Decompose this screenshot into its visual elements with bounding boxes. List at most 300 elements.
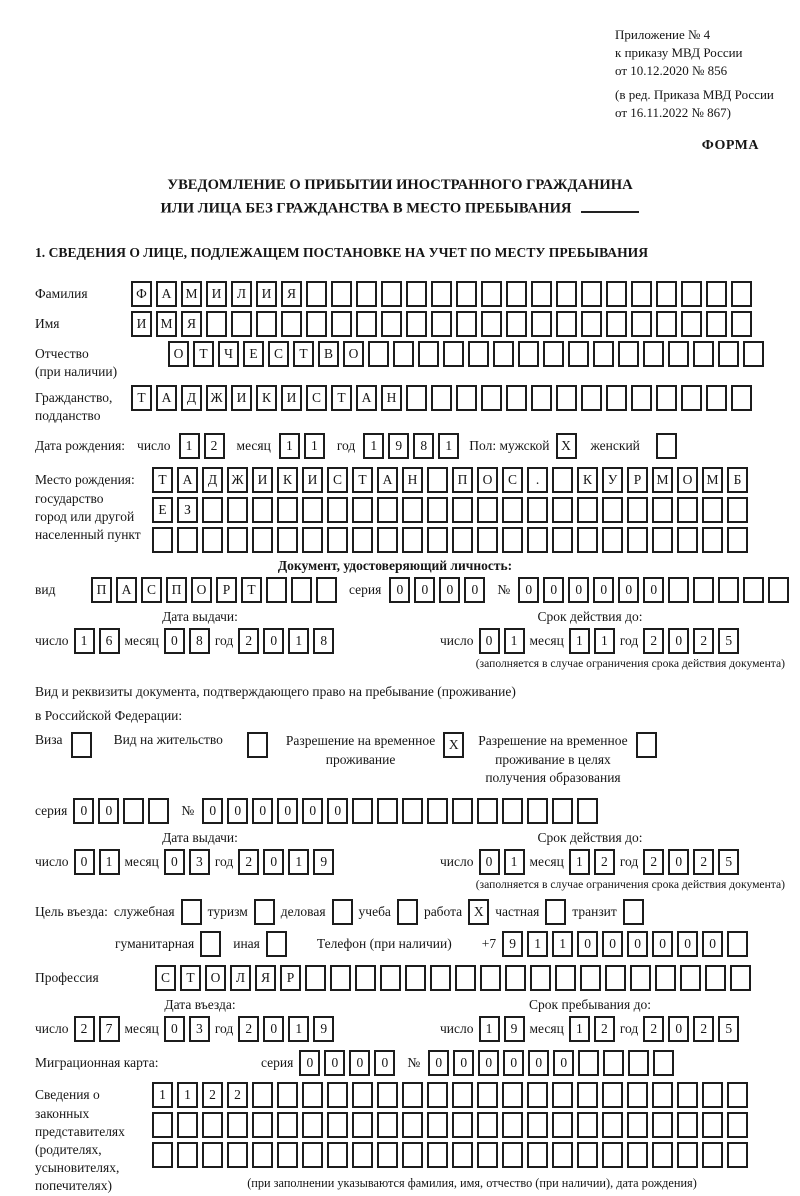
form-cell[interactable] (552, 467, 573, 493)
form-cell[interactable]: Н (381, 385, 402, 411)
form-cell[interactable]: С (502, 467, 523, 493)
form-cell[interactable] (631, 311, 652, 337)
form-cell[interactable]: О (477, 467, 498, 493)
form-cell[interactable]: И (302, 467, 323, 493)
form-cell[interactable] (377, 497, 398, 523)
form-cell[interactable]: Д (181, 385, 202, 411)
form-cell[interactable] (627, 1142, 648, 1168)
form-cell[interactable] (481, 281, 502, 307)
purpose-study-checkbox[interactable] (397, 899, 418, 925)
form-cell[interactable] (627, 1112, 648, 1138)
form-cell[interactable]: 1 (552, 931, 573, 957)
form-cell[interactable]: М (702, 467, 723, 493)
form-cell[interactable] (502, 1082, 523, 1108)
purpose-humanitarian-checkbox[interactable] (200, 931, 221, 957)
form-cell[interactable] (581, 385, 602, 411)
form-cell[interactable]: 0 (453, 1050, 474, 1076)
form-cell[interactable] (377, 1142, 398, 1168)
form-cell[interactable]: 3 (189, 1016, 210, 1042)
form-cell[interactable]: 2 (202, 1082, 223, 1108)
form-cell[interactable] (402, 1082, 423, 1108)
form-cell[interactable] (148, 798, 169, 824)
form-cell[interactable] (502, 1142, 523, 1168)
form-cell[interactable] (452, 1112, 473, 1138)
form-cell[interactable]: 0 (252, 798, 273, 824)
form-cell[interactable] (302, 1112, 323, 1138)
form-cell[interactable]: 0 (439, 577, 460, 603)
form-cell[interactable] (356, 281, 377, 307)
form-cell[interactable] (477, 1142, 498, 1168)
form-cell[interactable] (502, 497, 523, 523)
form-cell[interactable] (123, 798, 144, 824)
form-cell[interactable] (477, 527, 498, 553)
form-cell[interactable] (452, 1082, 473, 1108)
purpose-official-checkbox[interactable] (181, 899, 202, 925)
form-cell[interactable] (493, 341, 514, 367)
form-cell[interactable] (743, 577, 764, 603)
form-cell[interactable] (202, 497, 223, 523)
form-cell[interactable] (427, 497, 448, 523)
form-cell[interactable]: И (131, 311, 152, 337)
form-cell[interactable]: Ч (218, 341, 239, 367)
form-cell[interactable] (727, 931, 748, 957)
form-cell[interactable]: Т (180, 965, 201, 991)
form-cell[interactable] (656, 385, 677, 411)
form-cell[interactable] (531, 311, 552, 337)
form-cell[interactable]: А (177, 467, 198, 493)
form-cell[interactable] (452, 798, 473, 824)
form-cell[interactable] (352, 1112, 373, 1138)
form-cell[interactable]: 1 (177, 1082, 198, 1108)
form-cell[interactable]: 2 (693, 628, 714, 654)
form-cell[interactable] (256, 311, 277, 337)
form-cell[interactable] (602, 497, 623, 523)
form-cell[interactable]: З (177, 497, 198, 523)
form-cell[interactable]: 0 (263, 1016, 284, 1042)
form-cell[interactable] (331, 311, 352, 337)
visa-checkbox[interactable] (71, 732, 92, 758)
form-cell[interactable] (227, 1142, 248, 1168)
form-cell[interactable] (227, 1112, 248, 1138)
form-cell[interactable] (731, 281, 752, 307)
form-cell[interactable] (452, 1142, 473, 1168)
form-cell[interactable] (352, 1082, 373, 1108)
form-cell[interactable] (693, 577, 714, 603)
form-cell[interactable]: 0 (602, 931, 623, 957)
form-cell[interactable]: 1 (152, 1082, 173, 1108)
form-cell[interactable] (577, 1112, 598, 1138)
form-cell[interactable] (602, 1142, 623, 1168)
form-cell[interactable]: 0 (553, 1050, 574, 1076)
form-cell[interactable]: 0 (577, 931, 598, 957)
form-cell[interactable] (377, 527, 398, 553)
form-cell[interactable] (768, 577, 789, 603)
form-cell[interactable] (631, 385, 652, 411)
form-cell[interactable] (202, 1142, 223, 1168)
form-cell[interactable] (527, 1112, 548, 1138)
form-cell[interactable] (477, 798, 498, 824)
form-cell[interactable] (352, 497, 373, 523)
form-cell[interactable] (380, 965, 401, 991)
form-cell[interactable] (606, 311, 627, 337)
form-cell[interactable] (177, 1142, 198, 1168)
form-cell[interactable] (352, 527, 373, 553)
form-cell[interactable] (577, 527, 598, 553)
form-cell[interactable] (506, 385, 527, 411)
form-cell[interactable] (502, 527, 523, 553)
form-cell[interactable]: 0 (324, 1050, 345, 1076)
form-cell[interactable]: 5 (718, 1016, 739, 1042)
form-cell[interactable]: И (231, 385, 252, 411)
form-cell[interactable] (602, 527, 623, 553)
form-cell[interactable] (502, 798, 523, 824)
form-cell[interactable]: Д (202, 467, 223, 493)
form-cell[interactable]: 0 (227, 798, 248, 824)
form-cell[interactable]: 2 (238, 849, 259, 875)
purpose-private-checkbox[interactable] (545, 899, 566, 925)
purpose-work-checkbox[interactable]: X (468, 899, 489, 925)
form-cell[interactable]: 1 (288, 628, 309, 654)
form-cell[interactable] (552, 798, 573, 824)
form-cell[interactable] (706, 311, 727, 337)
form-cell[interactable]: М (652, 467, 673, 493)
form-cell[interactable] (743, 341, 764, 367)
form-cell[interactable] (377, 798, 398, 824)
form-cell[interactable]: 0 (164, 628, 185, 654)
form-cell[interactable]: 2 (74, 1016, 95, 1042)
form-cell[interactable] (277, 1112, 298, 1138)
form-cell[interactable] (502, 1112, 523, 1138)
form-cell[interactable]: А (356, 385, 377, 411)
form-cell[interactable] (202, 527, 223, 553)
form-cell[interactable]: 9 (313, 849, 334, 875)
form-cell[interactable]: 2 (693, 849, 714, 875)
form-cell[interactable] (652, 527, 673, 553)
form-cell[interactable]: Н (402, 467, 423, 493)
form-cell[interactable]: Ж (206, 385, 227, 411)
form-cell[interactable] (652, 1112, 673, 1138)
form-cell[interactable] (352, 1142, 373, 1168)
form-cell[interactable] (443, 341, 464, 367)
form-cell[interactable] (627, 527, 648, 553)
form-cell[interactable] (630, 965, 651, 991)
form-cell[interactable]: 1 (288, 849, 309, 875)
purpose-business-checkbox[interactable] (332, 899, 353, 925)
form-cell[interactable] (605, 965, 626, 991)
form-cell[interactable] (477, 1112, 498, 1138)
form-cell[interactable]: 5 (718, 849, 739, 875)
form-cell[interactable] (281, 311, 302, 337)
form-cell[interactable] (606, 281, 627, 307)
form-cell[interactable] (552, 527, 573, 553)
form-cell[interactable]: И (252, 467, 273, 493)
form-cell[interactable] (602, 1112, 623, 1138)
form-cell[interactable] (302, 1142, 323, 1168)
form-cell[interactable]: И (206, 281, 227, 307)
form-cell[interactable]: Е (243, 341, 264, 367)
form-cell[interactable]: С (306, 385, 327, 411)
form-cell[interactable]: О (191, 577, 212, 603)
form-cell[interactable] (527, 1142, 548, 1168)
form-cell[interactable]: 0 (668, 1016, 689, 1042)
form-cell[interactable] (702, 497, 723, 523)
form-cell[interactable] (577, 1082, 598, 1108)
form-cell[interactable]: Т (193, 341, 214, 367)
form-cell[interactable]: И (256, 281, 277, 307)
form-cell[interactable] (727, 1082, 748, 1108)
form-cell[interactable] (518, 341, 539, 367)
form-cell[interactable]: 0 (652, 931, 673, 957)
form-cell[interactable]: О (343, 341, 364, 367)
form-cell[interactable] (231, 311, 252, 337)
form-cell[interactable] (705, 965, 726, 991)
form-cell[interactable] (277, 1142, 298, 1168)
form-cell[interactable]: Р (216, 577, 237, 603)
form-cell[interactable]: П (91, 577, 112, 603)
form-cell[interactable] (568, 341, 589, 367)
form-cell[interactable] (718, 341, 739, 367)
form-cell[interactable]: П (166, 577, 187, 603)
form-cell[interactable]: 3 (189, 849, 210, 875)
purpose-other-checkbox[interactable] (266, 931, 287, 957)
form-cell[interactable] (277, 497, 298, 523)
form-cell[interactable] (227, 497, 248, 523)
form-cell[interactable]: 1 (438, 433, 459, 459)
form-cell[interactable] (702, 1142, 723, 1168)
form-cell[interactable]: Ж (227, 467, 248, 493)
form-cell[interactable]: Р (280, 965, 301, 991)
form-cell[interactable]: 9 (388, 433, 409, 459)
form-cell[interactable]: 2 (643, 1016, 664, 1042)
residence-permit-checkbox[interactable] (247, 732, 268, 758)
form-cell[interactable]: 0 (299, 1050, 320, 1076)
form-cell[interactable] (653, 1050, 674, 1076)
form-cell[interactable] (677, 497, 698, 523)
form-cell[interactable] (552, 497, 573, 523)
form-cell[interactable] (556, 311, 577, 337)
form-cell[interactable] (506, 311, 527, 337)
form-cell[interactable] (677, 1142, 698, 1168)
form-cell[interactable] (681, 311, 702, 337)
form-cell[interactable] (578, 1050, 599, 1076)
form-cell[interactable] (277, 527, 298, 553)
form-cell[interactable]: 1 (304, 433, 325, 459)
form-cell[interactable] (655, 965, 676, 991)
form-cell[interactable]: 0 (543, 577, 564, 603)
form-cell[interactable] (727, 1112, 748, 1138)
form-cell[interactable] (727, 497, 748, 523)
purpose-tourism-checkbox[interactable] (254, 899, 275, 925)
form-cell[interactable] (456, 385, 477, 411)
form-cell[interactable]: 0 (668, 628, 689, 654)
form-cell[interactable] (727, 527, 748, 553)
form-cell[interactable]: Я (281, 281, 302, 307)
form-cell[interactable] (577, 1142, 598, 1168)
form-cell[interactable] (681, 281, 702, 307)
form-cell[interactable]: 0 (503, 1050, 524, 1076)
form-cell[interactable] (505, 965, 526, 991)
form-cell[interactable] (306, 311, 327, 337)
form-cell[interactable]: 0 (277, 798, 298, 824)
form-cell[interactable] (431, 311, 452, 337)
form-cell[interactable]: 8 (313, 628, 334, 654)
form-cell[interactable]: 1 (504, 849, 525, 875)
form-cell[interactable] (418, 341, 439, 367)
form-cell[interactable]: 1 (504, 628, 525, 654)
form-cell[interactable]: 0 (202, 798, 223, 824)
form-cell[interactable]: К (577, 467, 598, 493)
form-cell[interactable]: Т (152, 467, 173, 493)
form-cell[interactable] (627, 497, 648, 523)
form-cell[interactable]: 2 (594, 1016, 615, 1042)
form-cell[interactable] (431, 281, 452, 307)
form-cell[interactable] (402, 798, 423, 824)
form-cell[interactable]: 1 (179, 433, 200, 459)
form-cell[interactable] (702, 1112, 723, 1138)
form-cell[interactable]: 1 (594, 628, 615, 654)
form-cell[interactable]: А (377, 467, 398, 493)
form-cell[interactable] (668, 341, 689, 367)
rvp-checkbox[interactable]: X (443, 732, 464, 758)
form-cell[interactable]: 0 (618, 577, 639, 603)
form-cell[interactable] (580, 965, 601, 991)
form-cell[interactable]: 0 (428, 1050, 449, 1076)
form-cell[interactable] (327, 1082, 348, 1108)
form-cell[interactable]: А (156, 281, 177, 307)
form-cell[interactable] (581, 281, 602, 307)
form-cell[interactable] (202, 1112, 223, 1138)
form-cell[interactable] (377, 1112, 398, 1138)
form-cell[interactable] (252, 1142, 273, 1168)
form-cell[interactable] (452, 527, 473, 553)
form-cell[interactable] (581, 311, 602, 337)
form-cell[interactable] (730, 965, 751, 991)
form-cell[interactable] (577, 497, 598, 523)
form-cell[interactable] (602, 1082, 623, 1108)
form-cell[interactable] (152, 1112, 173, 1138)
form-cell[interactable] (316, 577, 337, 603)
form-cell[interactable]: 2 (238, 1016, 259, 1042)
form-cell[interactable] (618, 341, 639, 367)
form-cell[interactable]: 0 (302, 798, 323, 824)
form-cell[interactable] (706, 281, 727, 307)
form-cell[interactable]: 0 (478, 1050, 499, 1076)
form-cell[interactable] (152, 1142, 173, 1168)
form-cell[interactable]: 0 (528, 1050, 549, 1076)
form-cell[interactable] (556, 385, 577, 411)
form-cell[interactable]: 9 (313, 1016, 334, 1042)
form-cell[interactable]: С (155, 965, 176, 991)
form-cell[interactable]: С (268, 341, 289, 367)
form-cell[interactable]: Т (131, 385, 152, 411)
form-cell[interactable]: 0 (327, 798, 348, 824)
form-cell[interactable] (456, 311, 477, 337)
form-cell[interactable] (530, 965, 551, 991)
form-cell[interactable] (405, 965, 426, 991)
form-cell[interactable]: 8 (413, 433, 434, 459)
form-cell[interactable]: А (156, 385, 177, 411)
form-cell[interactable] (593, 341, 614, 367)
form-cell[interactable]: 9 (504, 1016, 525, 1042)
form-cell[interactable]: О (205, 965, 226, 991)
form-cell[interactable] (393, 341, 414, 367)
form-cell[interactable]: 0 (389, 577, 410, 603)
form-cell[interactable] (302, 497, 323, 523)
form-cell[interactable]: 2 (204, 433, 225, 459)
form-cell[interactable] (406, 311, 427, 337)
form-cell[interactable] (680, 965, 701, 991)
form-cell[interactable] (531, 385, 552, 411)
form-cell[interactable]: 0 (464, 577, 485, 603)
form-cell[interactable] (430, 965, 451, 991)
form-cell[interactable]: 0 (593, 577, 614, 603)
form-cell[interactable]: М (181, 281, 202, 307)
form-cell[interactable] (227, 527, 248, 553)
form-cell[interactable]: Б (727, 467, 748, 493)
form-cell[interactable] (656, 281, 677, 307)
form-cell[interactable]: 1 (279, 433, 300, 459)
form-cell[interactable]: А (116, 577, 137, 603)
form-cell[interactable] (377, 1082, 398, 1108)
form-cell[interactable]: 2 (594, 849, 615, 875)
form-cell[interactable] (277, 1082, 298, 1108)
form-cell[interactable]: К (277, 467, 298, 493)
form-cell[interactable]: Т (352, 467, 373, 493)
form-cell[interactable]: 1 (479, 1016, 500, 1042)
form-cell[interactable] (330, 965, 351, 991)
form-cell[interactable]: 0 (414, 577, 435, 603)
form-cell[interactable]: К (256, 385, 277, 411)
form-cell[interactable]: 0 (164, 1016, 185, 1042)
form-cell[interactable] (305, 965, 326, 991)
form-cell[interactable] (152, 527, 173, 553)
form-cell[interactable]: 0 (568, 577, 589, 603)
form-cell[interactable] (327, 497, 348, 523)
form-cell[interactable] (252, 497, 273, 523)
form-cell[interactable]: 8 (189, 628, 210, 654)
form-cell[interactable] (368, 341, 389, 367)
form-cell[interactable] (531, 281, 552, 307)
form-cell[interactable] (427, 1112, 448, 1138)
form-cell[interactable]: 0 (643, 577, 664, 603)
form-cell[interactable] (652, 1082, 673, 1108)
form-cell[interactable] (252, 527, 273, 553)
form-cell[interactable]: 2 (643, 628, 664, 654)
form-cell[interactable]: 0 (518, 577, 539, 603)
form-cell[interactable] (543, 341, 564, 367)
form-cell[interactable] (206, 311, 227, 337)
form-cell[interactable]: П (452, 467, 473, 493)
form-cell[interactable] (527, 1082, 548, 1108)
form-cell[interactable] (427, 467, 448, 493)
form-cell[interactable]: 1 (569, 628, 590, 654)
form-cell[interactable] (706, 385, 727, 411)
form-cell[interactable]: 6 (99, 628, 120, 654)
form-cell[interactable]: С (327, 467, 348, 493)
form-cell[interactable] (727, 1142, 748, 1168)
form-cell[interactable] (327, 1112, 348, 1138)
form-cell[interactable] (352, 798, 373, 824)
form-cell[interactable]: И (281, 385, 302, 411)
form-cell[interactable]: . (527, 467, 548, 493)
form-cell[interactable] (306, 281, 327, 307)
form-cell[interactable] (552, 1112, 573, 1138)
form-cell[interactable] (252, 1112, 273, 1138)
form-cell[interactable]: 2 (227, 1082, 248, 1108)
form-cell[interactable]: 2 (693, 1016, 714, 1042)
form-cell[interactable] (527, 798, 548, 824)
form-cell[interactable]: Т (241, 577, 262, 603)
